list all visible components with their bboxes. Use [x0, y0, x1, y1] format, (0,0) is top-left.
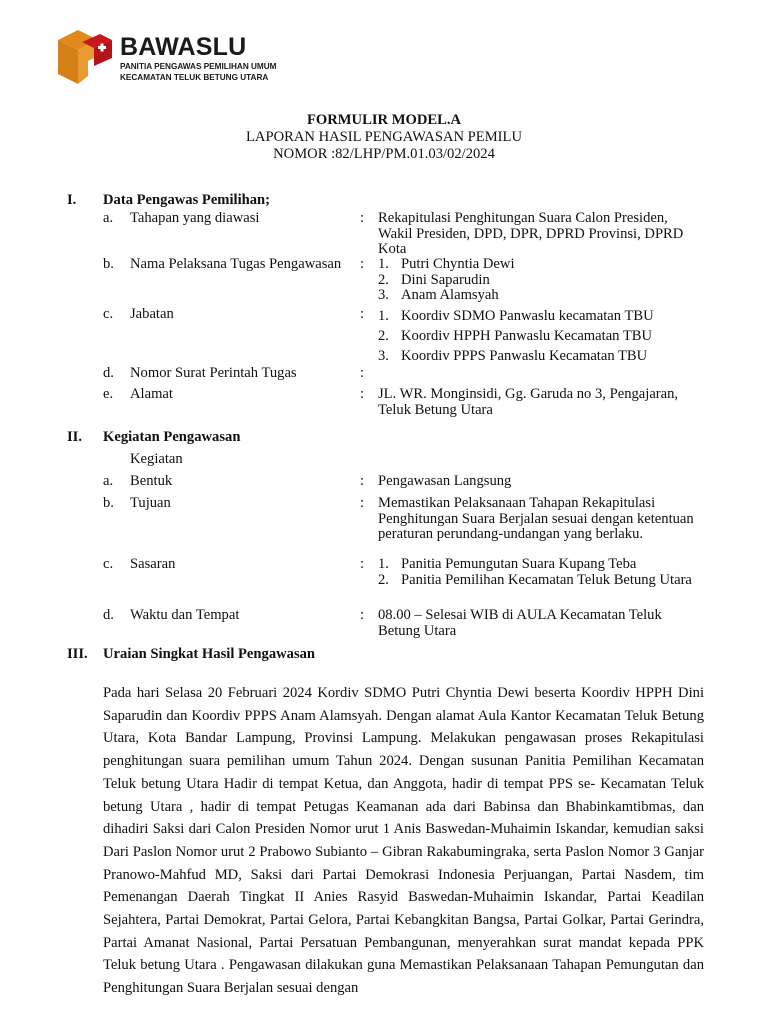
list-number: 2. — [378, 571, 389, 588]
item-label-tujuan: Tujuan — [130, 495, 171, 511]
list-number: 3. — [378, 287, 389, 303]
list-number: 3. — [378, 347, 389, 364]
section-2-subheading: Kegiatan — [130, 451, 183, 467]
document-subtitle: LAPORAN HASIL PENGAWASAN PEMILU — [246, 129, 522, 145]
item-colon: : — [360, 607, 365, 623]
list-text: Panitia Pemilihan Kecamatan Teluk Betung Utara — [401, 571, 692, 588]
logo-subtitle-1: PANITIA PENGAWAS PEMILIHAN UMUM — [120, 62, 277, 71]
item-colon: : — [360, 210, 365, 226]
item-label-nomor-surat: Nomor Surat Perintah Tugas — [130, 365, 297, 381]
item-letter: e. — [103, 386, 114, 402]
item-colon: : — [360, 495, 365, 511]
item-value-tahapan: Rekapitulasi Penghitungan Suara Calon Presiden, Wakil Presiden, DPD, DPR, DPRD Provinsi, DPRD Kota — [378, 210, 684, 257]
logo-subtitle-2: KECAMATAN TELUK BETUNG UTARA — [120, 73, 269, 82]
jabatan-list — [378, 307, 698, 366]
document-title: FORMULIR MODEL.A — [306, 112, 462, 128]
section-1-roman: I. — [67, 192, 77, 208]
list-text: Putri Chyntia Dewi — [401, 256, 515, 272]
logo-brand: BAWASLU — [120, 33, 247, 61]
item-label-sasaran: Sasaran — [130, 556, 176, 572]
item-colon: : — [360, 256, 365, 272]
list-number: 2. — [378, 271, 389, 288]
item-value-alamat: JL. WR. Monginsidi, Gg. Garuda no 3, Pengajaran, Teluk Betung Utara — [378, 386, 679, 418]
item-letter: d. — [103, 607, 114, 623]
section-3-roman: III. — [67, 646, 88, 662]
list-number: 1. — [378, 256, 389, 272]
item-label-nama-pelaksana: Nama Pelaksana Tugas Pengawasan — [130, 256, 342, 272]
item-colon: : — [360, 386, 365, 402]
list-item — [378, 347, 698, 367]
list-number: 1. — [378, 308, 389, 324]
item-colon: : — [360, 306, 365, 322]
list-text: Dini Saparudin — [401, 271, 490, 288]
section-2-title: Kegiatan Pengawasan — [103, 429, 241, 445]
list-number: 1. — [378, 556, 389, 572]
item-letter: c. — [103, 306, 114, 322]
list-text: Anam Alamsyah — [401, 287, 499, 303]
list-item — [378, 307, 698, 327]
item-value-tujuan: Memastikan Pelaksanaan Tahapan Rekapitulasi Penghitungan Suara Berjalan sesuai dengan ketentuan peraturan perundang-undangan yang berlaku. — [378, 495, 694, 542]
item-colon: : — [360, 473, 365, 489]
item-letter: b. — [103, 495, 114, 511]
item-label-bentuk: Bentuk — [130, 473, 173, 489]
list-item — [378, 327, 698, 347]
section-3-title: Uraian Singkat Hasil Pengawasan — [103, 646, 316, 662]
list-item — [378, 273, 698, 289]
item-label-jabatan: Jabatan — [130, 306, 174, 322]
document-number: NOMOR :82/LHP/PM.01.03/02/2024 — [273, 146, 495, 162]
item-letter: d. — [103, 365, 114, 381]
item-letter: a. — [103, 473, 114, 489]
item-label-tahapan: Tahapan yang diawasi — [130, 210, 260, 226]
list-item — [378, 257, 698, 273]
item-value-waktu-tempat: 08.00 – Selesai WIB di AULA Kecamatan Teluk Betung Utara — [378, 607, 662, 639]
item-colon: : — [360, 365, 365, 381]
item-label-waktu-tempat: Waktu dan Tempat — [130, 607, 240, 623]
section-2-roman: II. — [67, 429, 83, 445]
item-colon: : — [360, 556, 365, 572]
sasaran-list — [378, 557, 698, 588]
item-label-alamat: Alamat — [130, 386, 173, 402]
item-value-bentuk: Pengawasan Langsung — [378, 473, 512, 489]
list-item — [378, 573, 698, 589]
list-item — [378, 288, 698, 304]
list-text: Koordiv SDMO Panwaslu kecamatan TBU — [401, 308, 654, 324]
bawaslu-emblem-icon — [54, 26, 116, 88]
list-item — [378, 557, 698, 573]
section-1-title: Data Pengawas Pemilihan; — [103, 192, 271, 208]
item-letter: a. — [103, 210, 114, 226]
list-number: 2. — [378, 327, 389, 344]
item-letter: c. — [103, 556, 114, 572]
bawaslu-logo — [54, 26, 294, 88]
summary-paragraph: Pada hari Selasa 20 Februari 2024 Kordiv SDMO Putri Chyntia Dewi beserta Koordiv HPPH Dini Saparudin dan Koordiv PPPS Anam Alamsyah. Dengan alamat Aula Kantor Kecamatan Teluk Betung Utara, Kota Bandar Lampung, Provinsi Lampung. Melakukan pengawasan proses Rekapitulasi penghitungan suara pemilihan umum Tahun 2024. Dengan susunan Panitia Pemilihan Kecamatan Teluk betung Utara Hadir di tempat Ketua, dan Anggota, hadir di tempat PPS se- Kecamatan Teluk betung Utara , hadir di tempat Petugas Keamanan ada dari Babinsa dan Bhabinkamtibmas, dan dihadiri Saksi dari Calon Presiden Nomor urut 1 Anis Baswedan-Muhaimin Iskandar, kemudian saksi Dari Paslon Nomor urut 2 Prabowo Subianto – Gibran Rakabumingraka, serta Paslon Nomor 3 Ganjar Pranowo-Mahfud MD, Saksi dari Partai Demokrasi Indonesia Perjuangan, Partai Nasdem, tim Pemenangan Daerah Tingkat II Anies Rasyid Baswedan-Muhaimin Iskandar, Partai Keadilan Sejahtera, Partai Demokrat, Partai Gelora, Partai Kebangkitan Bangsa, Partai Golkar, Partai Gerindra, Partai Amanat Nasional, Partai Persatuan Pembangunan, menyerahkan surat mandat kepada PPK Teluk betung Utara . Pengawasan dilakukan guna Memastikan Pelaksanaan Tahapan Pemungutan dan Penghitungan Suara Berjalan sesuai dengan — [103, 685, 704, 997]
list-text: Koordiv PPPS Panwaslu Kecamatan TBU — [401, 347, 648, 364]
list-text: Koordiv HPPH Panwaslu Kecamatan TBU — [401, 327, 653, 344]
list-text: Panitia Pemungutan Suara Kupang Teba — [401, 556, 637, 572]
item-letter: b. — [103, 256, 114, 272]
document-title-block — [0, 112, 768, 163]
pelaksana-list — [378, 257, 698, 304]
